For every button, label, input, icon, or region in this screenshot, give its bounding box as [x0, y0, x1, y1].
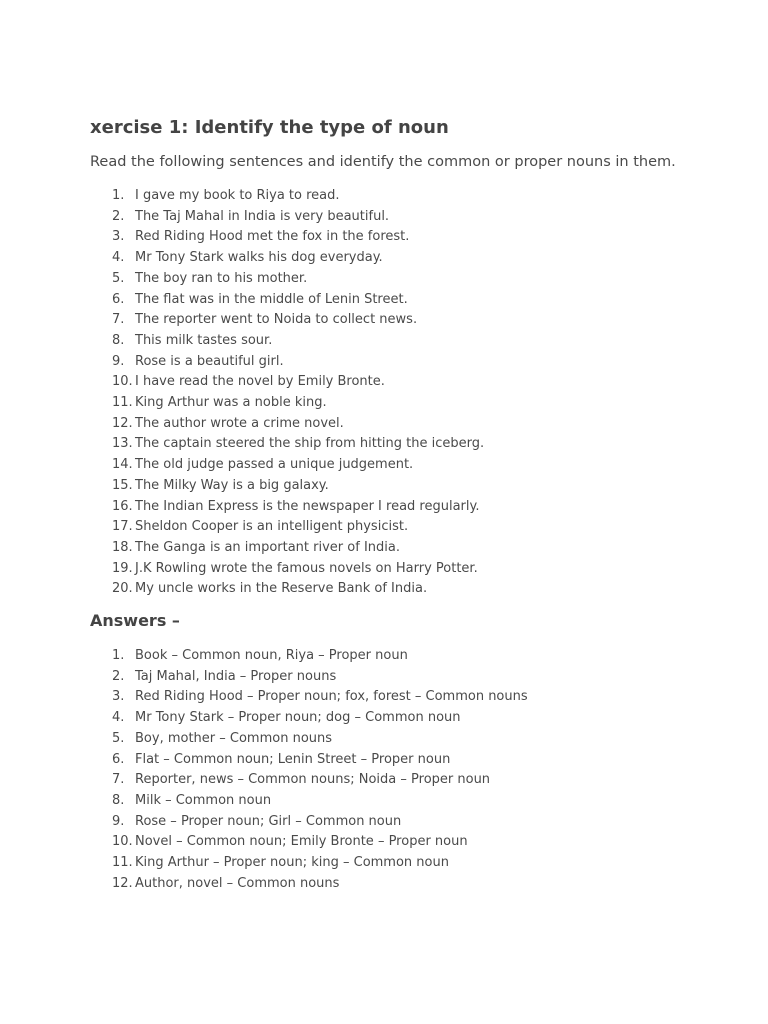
list-number: 19. — [112, 560, 133, 576]
list-text: Sheldon Cooper is an intelligent physicist. — [135, 519, 409, 535]
list-text: Mr Tony Stark walks his dog everyday. — [135, 250, 383, 266]
answer-list — [90, 646, 680, 894]
answer-item — [90, 687, 680, 708]
list-number: 18. — [112, 539, 133, 555]
answer-item — [90, 832, 680, 853]
list-number: 4. — [112, 710, 125, 726]
list-text: The Indian Express is the newspaper I read regularly. — [135, 498, 480, 514]
sentence-item — [90, 455, 680, 476]
answer-item — [90, 812, 680, 833]
list-text: Flat – Common noun; Lenin Street – Proper noun — [135, 751, 451, 767]
sentence-item — [90, 434, 680, 455]
list-text: King Arthur was a noble king. — [135, 395, 327, 411]
list-text: J.K Rowling wrote the famous novels on Harry Potter. — [135, 560, 478, 576]
answer-item — [90, 729, 680, 750]
sentence-item — [90, 227, 680, 248]
list-number: 11. — [112, 395, 133, 411]
list-text: Red Riding Hood met the fox in the forest. — [135, 229, 410, 245]
list-number: 8. — [112, 792, 125, 808]
list-number: 2. — [112, 208, 125, 224]
list-number: 20. — [112, 581, 133, 597]
list-text: This milk tastes sour. — [135, 332, 273, 348]
list-number: 1. — [112, 648, 125, 664]
sentence-item — [90, 186, 680, 207]
list-number: 9. — [112, 813, 125, 829]
answer-item — [90, 853, 680, 874]
list-number: 5. — [112, 270, 125, 286]
list-text: Mr Tony Stark – Proper noun; dog – Common noun — [135, 710, 461, 726]
list-text: Boy, mother – Common nouns — [135, 730, 333, 746]
list-number: 1. — [112, 188, 125, 203]
list-number: 11. — [112, 855, 133, 871]
list-number: 3. — [112, 229, 125, 245]
list-number: 12. — [112, 415, 133, 431]
sentence-item — [90, 393, 680, 414]
list-number: 6. — [112, 291, 125, 307]
list-text: Red Riding Hood – Proper noun; fox, forest – Common nouns — [135, 689, 528, 705]
answer-item — [90, 874, 680, 895]
list-text: The Milky Way is a big galaxy. — [135, 477, 329, 493]
answer-item — [90, 646, 680, 667]
list-number: 7. — [112, 312, 125, 328]
list-text: My uncle works in the Reserve Bank of India. — [135, 581, 428, 597]
answers-heading: Answers – — [90, 611, 180, 631]
list-text: Rose – Proper noun; Girl – Common noun — [135, 813, 402, 829]
list-number: 2. — [112, 668, 125, 684]
sentence-item — [90, 372, 680, 393]
list-text: The boy ran to his mother. — [135, 270, 308, 286]
sentence-item — [90, 352, 680, 373]
list-text: Reporter, news – Common nouns; Noida – Proper noun — [135, 772, 491, 788]
list-number: 12. — [112, 875, 133, 891]
sentence-item — [90, 538, 680, 559]
list-text: Book – Common noun, Riya – Proper noun — [135, 648, 408, 664]
answer-item — [90, 770, 680, 791]
list-text: The Taj Mahal in India is very beautiful. — [135, 208, 390, 224]
list-number: 10. — [112, 374, 133, 390]
list-number: 6. — [112, 751, 125, 767]
sentence-item — [90, 290, 680, 311]
list-number: 5. — [112, 730, 125, 746]
sentence-item — [90, 517, 680, 538]
document-page — [90, 115, 680, 895]
list-text: I gave my book to Riya to read. — [135, 188, 340, 203]
list-number: 4. — [112, 250, 125, 266]
list-text: The author wrote a crime novel. — [135, 415, 344, 431]
list-text: I have read the novel by Emily Bronte. — [135, 374, 385, 390]
exercise-title: xercise 1: Identify the type of noun — [90, 117, 449, 138]
list-text: Novel – Common noun; Emily Bronte – Proper noun — [135, 834, 468, 850]
list-text: King Arthur – Proper noun; king – Common noun — [135, 855, 449, 871]
sentence-list — [90, 186, 680, 600]
sentence-item — [90, 497, 680, 518]
answer-item — [90, 708, 680, 729]
list-number: 15. — [112, 477, 133, 493]
sentence-item — [90, 248, 680, 269]
sentence-item — [90, 207, 680, 228]
list-text: Milk – Common noun — [135, 792, 272, 808]
sentence-item — [90, 579, 680, 600]
list-number: 7. — [112, 772, 125, 788]
sentence-item — [90, 269, 680, 290]
list-text: Author, novel – Common nouns — [135, 875, 340, 891]
sentence-item — [90, 559, 680, 580]
list-number: 14. — [112, 457, 133, 473]
sentence-item — [90, 414, 680, 435]
answer-item — [90, 791, 680, 812]
answer-item — [90, 667, 680, 688]
list-text: Rose is a beautiful girl. — [135, 353, 284, 369]
list-number: 8. — [112, 332, 125, 348]
sentence-item — [90, 331, 680, 352]
sentence-item — [90, 476, 680, 497]
sentence-item — [90, 310, 680, 331]
list-text: Taj Mahal, India – Proper nouns — [135, 668, 337, 684]
list-text: The Ganga is an important river of India. — [135, 539, 400, 555]
list-number: 10. — [112, 834, 133, 850]
list-number: 9. — [112, 353, 125, 369]
list-text: The reporter went to Noida to collect news. — [135, 312, 418, 328]
list-text: The old judge passed a unique judgement. — [135, 457, 414, 473]
list-number: 17. — [112, 519, 133, 535]
exercise-instruction: Read the following sentences and identify the common or proper nouns in them. — [90, 154, 676, 170]
list-number: 16. — [112, 498, 133, 514]
list-text: The captain steered the ship from hitting the iceberg. — [135, 436, 485, 452]
list-number: 3. — [112, 689, 125, 705]
list-number: 13. — [112, 436, 133, 452]
list-text: The flat was in the middle of Lenin Street. — [135, 291, 408, 307]
answer-item — [90, 750, 680, 771]
